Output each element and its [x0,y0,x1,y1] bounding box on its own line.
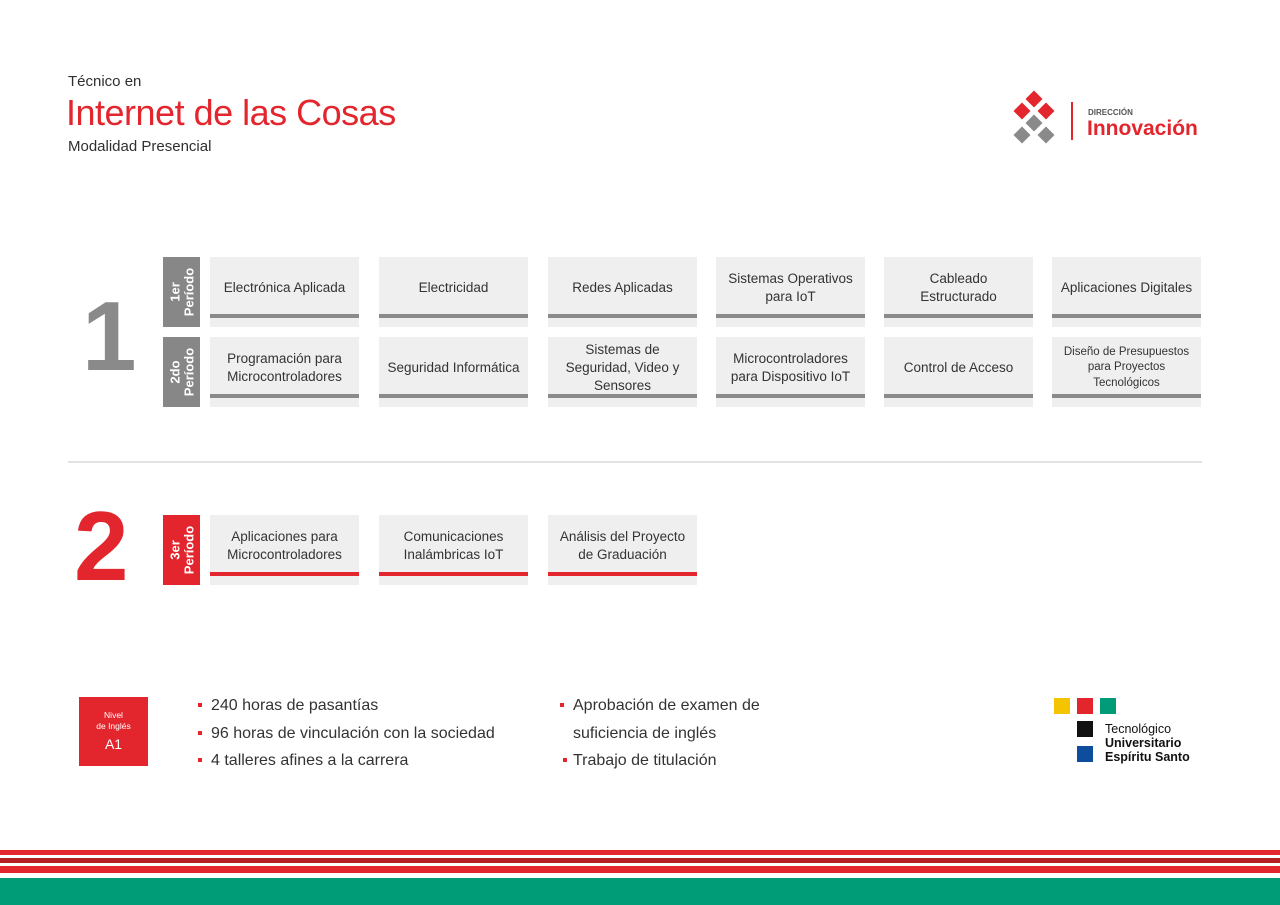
requirements-list-right [560,692,760,775]
period-tab-3-ordinal: 3er [166,540,182,560]
course-label: Seguridad Informática [387,360,520,376]
english-level-value: A1 [104,736,123,752]
logo-divider [1071,102,1073,140]
course-label: Sistemas Operativos para IoT [728,271,853,304]
course-label: Microcontroladores para Dispositivo IoT [730,351,851,384]
logo-direccion-text: DIRECCIÓN [1088,108,1133,117]
period-tab-3-word: Período [180,525,196,575]
bullet-square-icon [198,703,202,707]
course-card [210,337,359,407]
list-item: 96 horas de vinculación con la sociedad [198,720,495,748]
bullet-square-icon [198,758,202,762]
period-tab-3 [163,515,200,585]
footer-stripe [0,858,1280,863]
course-card [1052,337,1201,407]
footer-stripe [0,850,1280,855]
course-label: Diseño de Presupuestos para Proyectos Tecnológicos [1063,346,1190,389]
course-label: Aplicaciones Digitales [1060,280,1193,296]
course-label: Electricidad [418,280,489,296]
blue-square-icon [1077,746,1093,762]
course-card [716,337,865,407]
diamonds-logo-icon [1008,90,1060,148]
course-label: Aplicaciones para Microcontroladores [227,529,342,562]
period-tab-1 [163,257,200,327]
course-label: Análisis del Proyecto de Graduación [559,529,686,562]
course-label: Comunicaciones Inalámbricas IoT [403,529,504,562]
period-tab-2 [163,337,200,407]
green-square-icon [1100,698,1116,714]
course-card [548,515,697,585]
list-item: Trabajo de titulación [560,747,760,775]
innovacion-logo [1008,90,1218,150]
course-label: Programación para Microcontroladores [227,351,342,384]
section-divider [68,461,1202,463]
logo-innovacion-text: Innovación [1087,117,1198,140]
itsa-logo-text: Tecnológico Universitario Espíritu Santo [1105,722,1190,764]
footer-band [0,878,1280,905]
requirements-list-left [198,692,495,775]
course-label: Cableado Estructurado [920,271,997,304]
course-card [884,257,1033,327]
page-title: Internet de las Cosas [66,92,396,133]
black-square-icon [1077,721,1093,737]
list-item-continuation: suficiencia de inglés [573,724,717,742]
red-square-icon [1077,698,1093,714]
course-label: Electrónica Aplicada [223,280,346,296]
year-2-number: 2 [74,491,129,601]
course-card [548,257,697,327]
english-level-badge [79,697,148,766]
period-tab-2-word: Período [180,347,196,397]
course-label: Control de Acceso [903,360,1014,376]
yellow-square-icon [1054,698,1070,714]
course-card [379,515,528,585]
modality-label: Modalidad Presencial [68,138,212,155]
period-tab-1-word: Período [180,267,196,317]
course-card [1052,257,1201,327]
course-label: Sistemas de Seguridad, Video y Sensores [565,342,680,393]
period-tab-2-ordinal: 2do [166,360,182,384]
course-card [884,337,1033,407]
course-card [210,515,359,585]
course-card [210,257,359,327]
course-label: Redes Aplicadas [572,280,673,296]
itsa-logo [1052,697,1222,767]
year-1-number: 1 [82,281,137,391]
course-card [379,337,528,407]
english-level-line2: de Inglés [96,721,131,731]
course-card [548,337,697,407]
footer-stripe [0,866,1280,873]
period-tab-1-ordinal: 1er [166,282,182,302]
pre-title: Técnico en [68,73,142,90]
english-level-line1: Nivel [104,710,123,720]
bullet-square-icon [560,703,564,707]
course-card [379,257,528,327]
list-item: 4 talleres afines a la carrera [198,747,495,775]
list-item: Aprobación de examen de [560,692,760,720]
list-item: 240 horas de pasantías [198,692,495,720]
bullet-square-icon [563,758,567,762]
bullet-square-icon [198,731,202,735]
course-card [716,257,865,327]
